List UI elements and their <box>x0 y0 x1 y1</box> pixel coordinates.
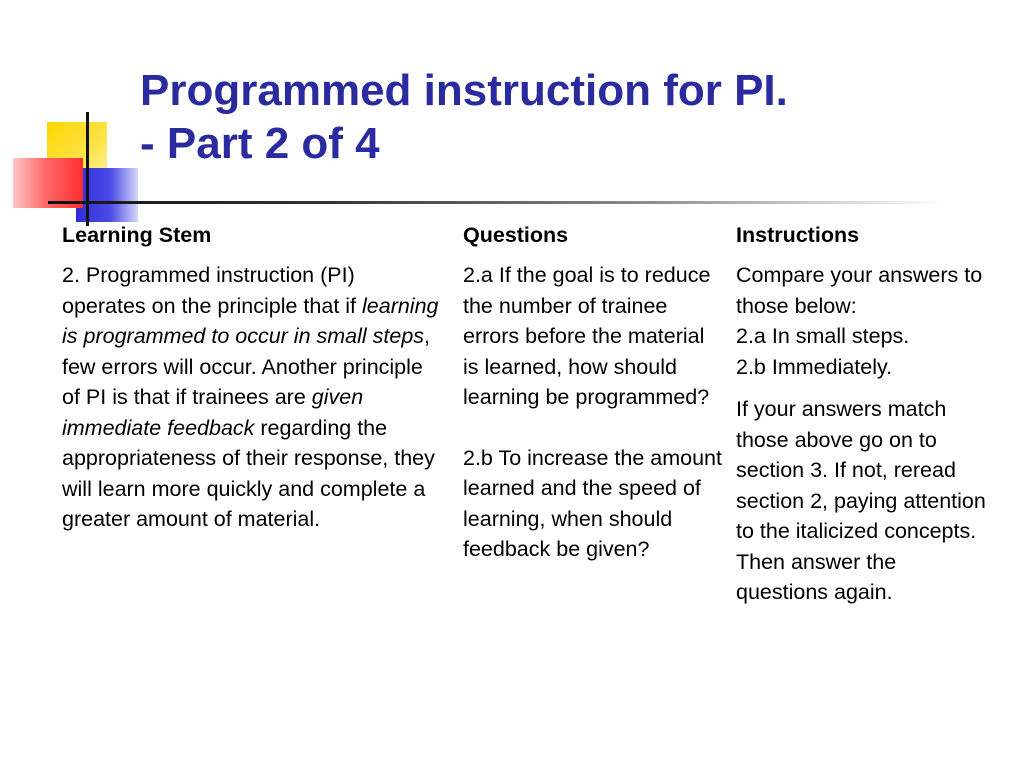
slide-title-line-2: - Part 2 of 4 <box>140 119 380 168</box>
learning-stem-text-part-1: 2. Programmed instruction (PI) operates on the principle that if <box>62 263 362 318</box>
question-2a: 2.a If the goal is to reduce the number of trainee errors before the material is learned, how should learning be programmed? <box>463 263 711 409</box>
questions-column <box>463 220 725 565</box>
slide-title <box>140 64 1000 170</box>
questions-heading: Questions <box>463 223 569 247</box>
answer-2a: 2.a In small steps. <box>736 324 910 348</box>
instructions-spacer <box>736 382 986 394</box>
question-spacer <box>463 413 725 443</box>
decoration-vertical-line <box>86 112 89 226</box>
title-underline <box>48 201 948 204</box>
learning-stem-text-part-2: , few errors will occur. Another principle of PI is that if trainees are <box>62 324 431 409</box>
answer-2b: 2.b Immediately. <box>736 354 893 379</box>
instructions-followup: If your answers match those above go on to section 3. If not, reread section 2, paying attention to the italicized concepts. Then answer the questions again. <box>736 397 986 604</box>
learning-stem-column <box>62 220 442 535</box>
learning-stem-text <box>62 260 442 535</box>
question-2b: 2.b To increase the amount learned and the speed of learning, when should feedback be given? <box>463 445 722 561</box>
learning-stem-text-part-3: regarding the appropriateness of their response, they will learn more quickly and complete a greater amount of material. <box>62 415 435 531</box>
instructions-heading: Instructions <box>736 223 860 247</box>
instructions-intro: Compare your answers to those below: <box>736 263 983 318</box>
learning-stem-italic-2: given immediate feedback <box>62 385 364 440</box>
learning-stem-heading: Learning Stem <box>62 223 212 247</box>
instructions-column <box>736 220 986 608</box>
learning-stem-italic-1: learning is programmed to occur in small steps <box>62 293 439 348</box>
slide-title-line-1: Programmed instruction for PI. <box>140 66 788 115</box>
